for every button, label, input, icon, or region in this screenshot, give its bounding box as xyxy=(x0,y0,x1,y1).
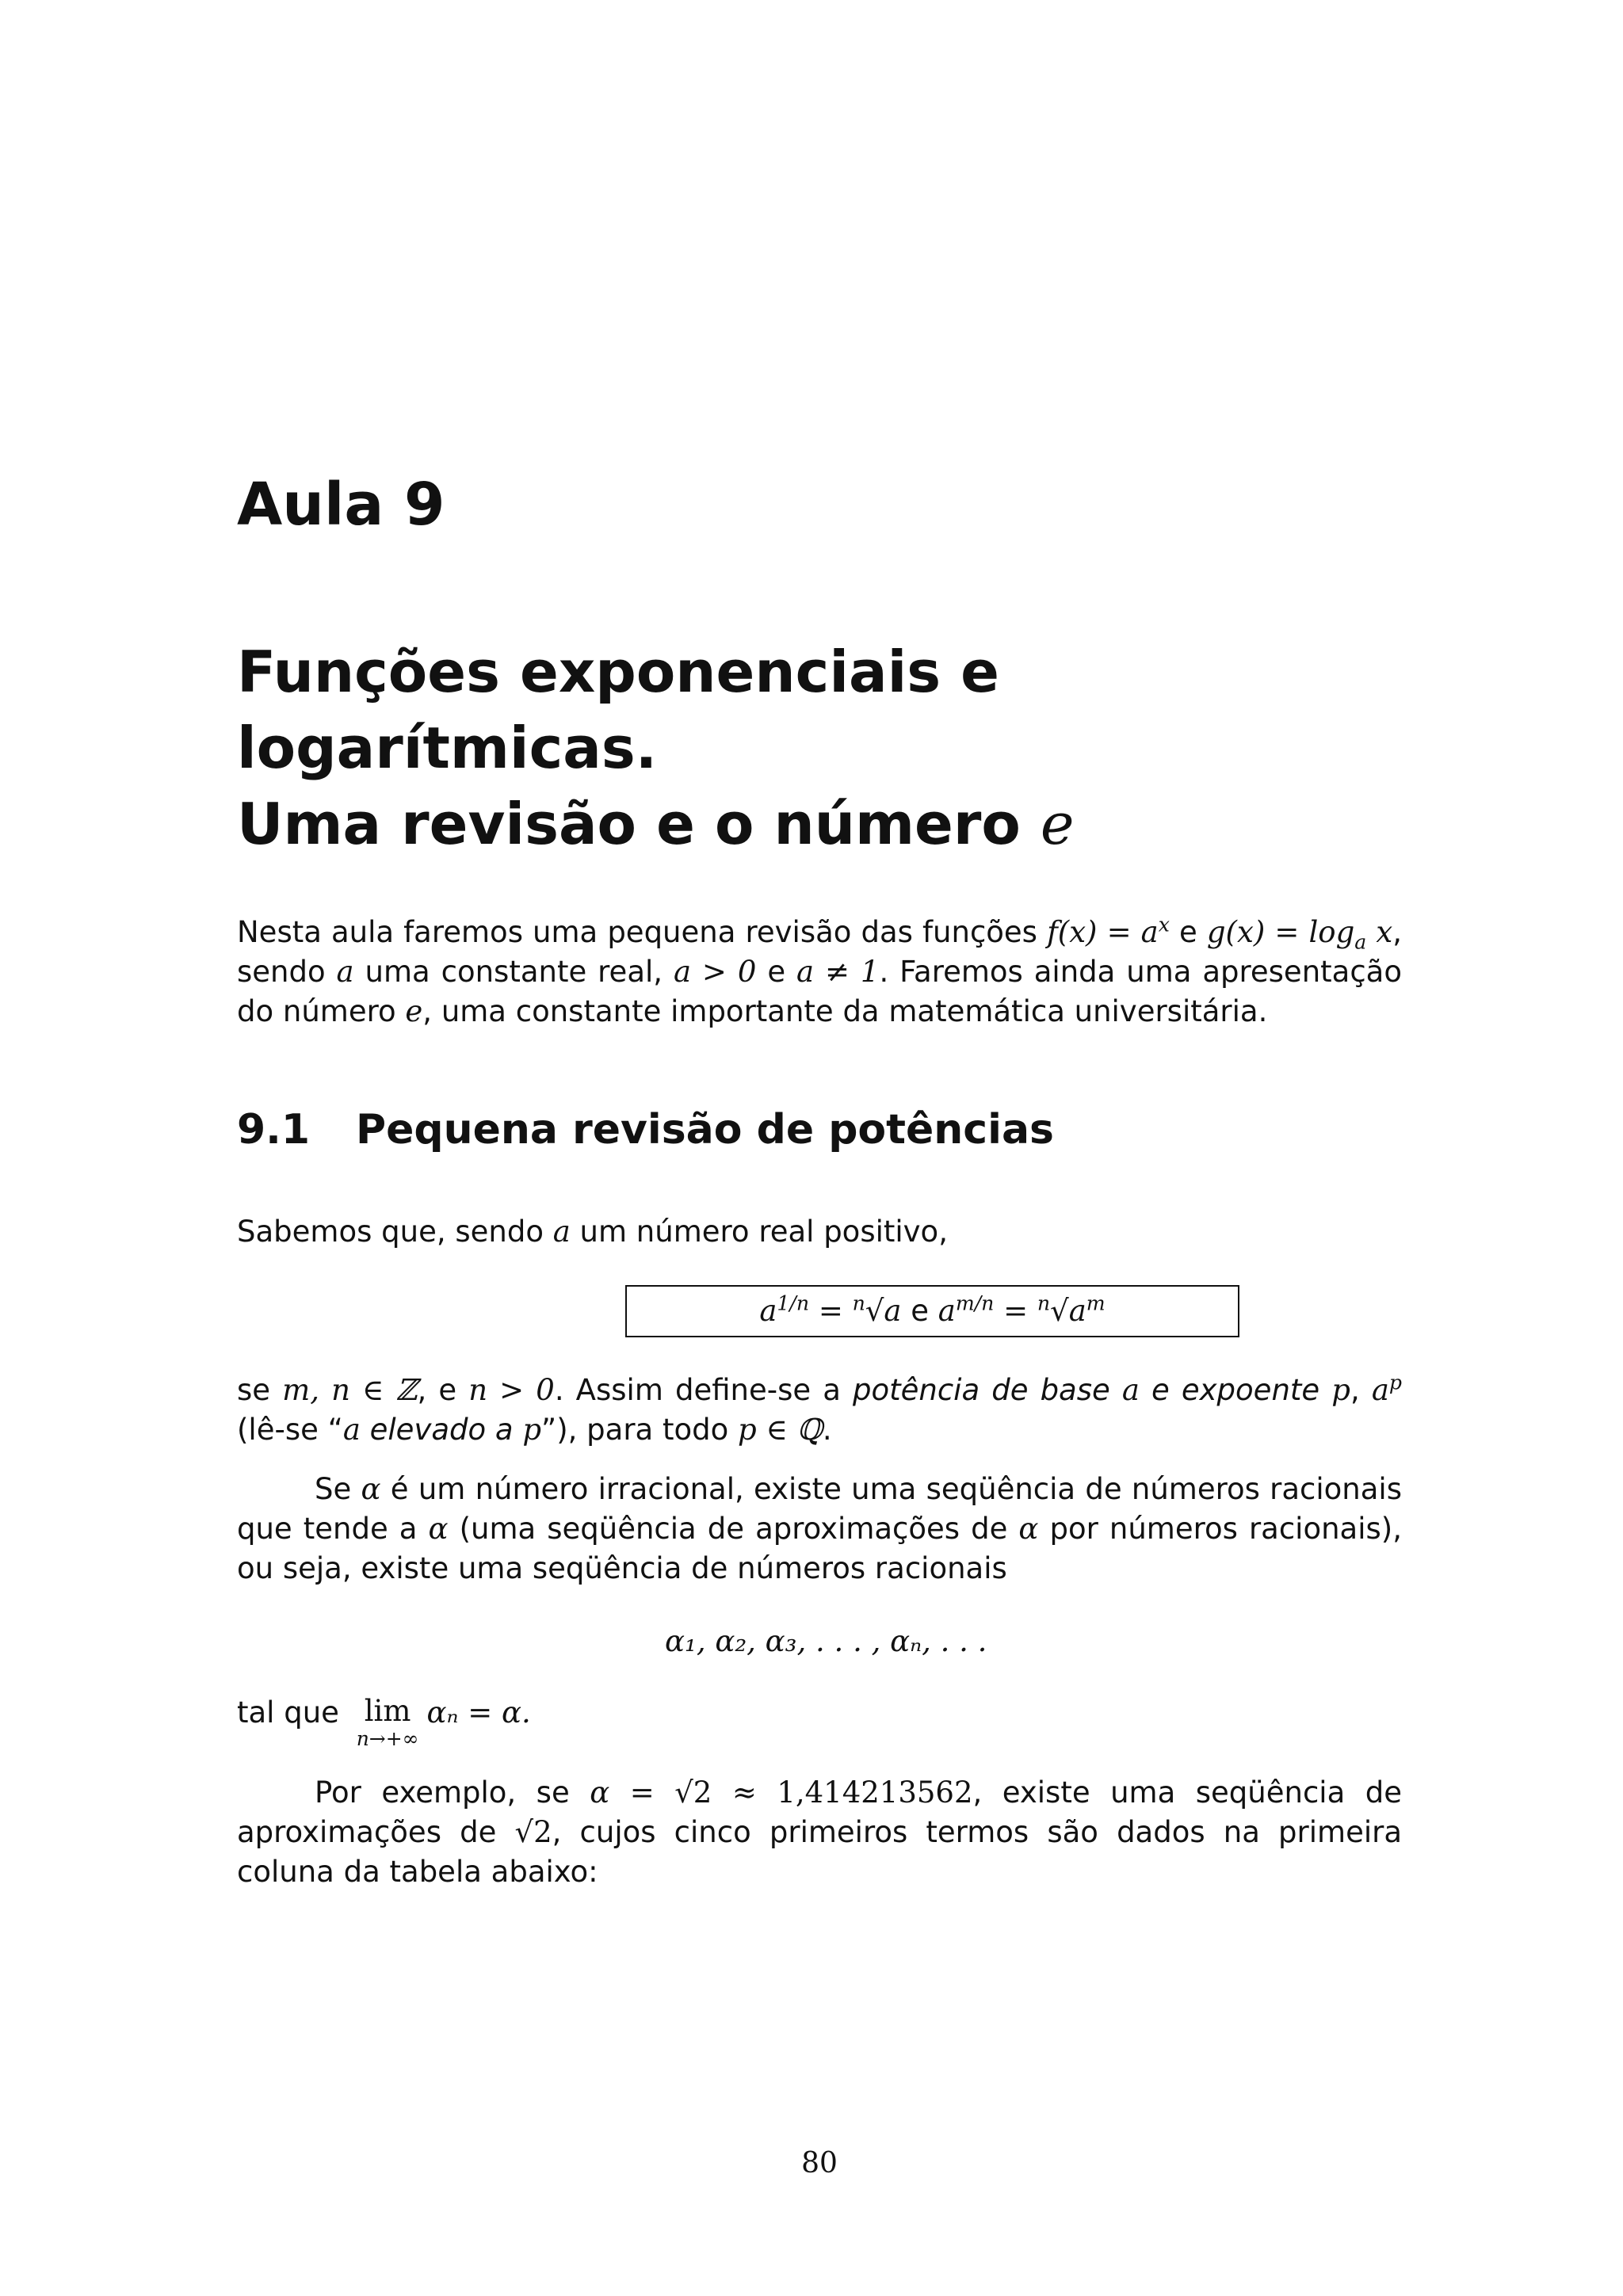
example-paragraph: Por exemplo, se α = √2 ≈ 1,414213562, existe uma seqüência de aproximações de √2, cujos cinco primeiros termos são dados na primeira coluna da tabela abaixo: xyxy=(237,1775,1402,1889)
sequence-formula: α₁, α₂, α₃, . . . , αₙ, . . . xyxy=(665,1624,987,1658)
limit-operator: lim n→+∞ xyxy=(356,1694,419,1750)
section-heading xyxy=(237,1106,1054,1154)
chapter-title xyxy=(237,634,1402,862)
chapter-label: Aula 9 xyxy=(237,471,445,539)
intro-paragraph: Nesta aula faremos uma pequena revisão das funções $f(x) = a^x$ e $g(x) = \log_a x$, sendo a uma constante real, a > 0 e a ≠ 1. Faremos ainda uma apresentação do número e, uma constante importante da matemática universitária. xyxy=(237,913,1403,1028)
page-number: 80 xyxy=(801,2147,838,2180)
sabemos-paragraph: Sabemos que, sendo a um número real positivo, xyxy=(237,1215,948,1249)
number-e-symbol: e xyxy=(1040,791,1075,857)
limit-statement: tal que lim n→+∞ αₙ = α. xyxy=(237,1694,531,1750)
chapter-title-line1: Funções exponenciais e logarítmicas. xyxy=(237,639,1000,781)
boxed-formula: $a^{1/n} = ^n√a$ e $a^{m/n} = ^n√a^m$ xyxy=(625,1285,1239,1337)
chapter-title-line2: Uma revisão e o número e xyxy=(237,791,1075,857)
irrational-paragraph: Se α é um número irracional, existe uma seqüência de números racionais que tende a α (uma seqüência de aproximações de α por números racionais), ou seja, existe uma seqüência de números racionais xyxy=(237,1472,1402,1585)
section-title: Pequena revisão de potências xyxy=(356,1106,1054,1154)
section-number: 9.1 xyxy=(237,1106,311,1154)
power-definition-paragraph: se m, n ∈ ℤ, e n > 0. Assim define-se a potência de base a e expoente p, $a^p$ (lê-se “a elevado a p”), para todo p ∈ ℚ. xyxy=(237,1371,1402,1447)
